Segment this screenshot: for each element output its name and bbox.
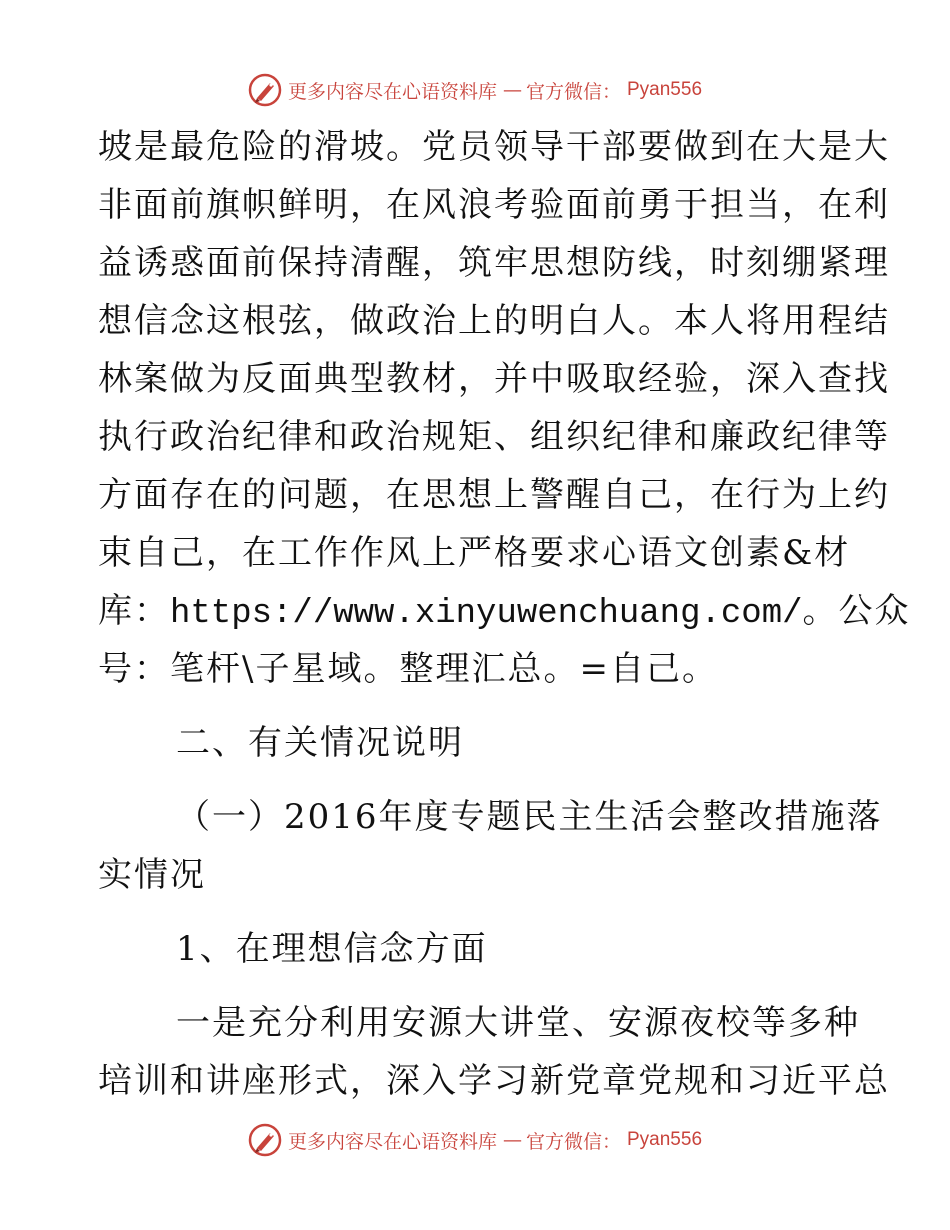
header-banner-text: 更多内容尽在心语资料库 [287, 80, 497, 103]
body-line: 方面存在的问题，在思想上警醒自己，在行为上约 [98, 475, 890, 515]
body-line: 培训和讲座形式，深入学习新党章党规和习近平总 [98, 1061, 890, 1101]
header-banner [0, 70, 950, 110]
header-separator: — [502, 79, 520, 101]
footer-wechat-id: Pyan556 [627, 1129, 703, 1150]
website-url: https://www.xinyuwenchuang.com/ [170, 595, 803, 633]
body-line: 林案做为反面典型教材，并中吸取经验，深入查找 [98, 359, 890, 399]
body-line: 号：笔杆\子星域。整理汇总。=自己。 [98, 649, 718, 689]
body-line: 束自己，在工作作风上严格要求心语文创素&材 [98, 533, 851, 573]
url-prefix: 库： [98, 591, 170, 631]
header-wechat-label: 官方微信： [525, 80, 621, 103]
body-line: 想信念这根弦，做政治上的明白人。本人将用程结 [98, 301, 890, 341]
body-line-url [98, 582, 911, 640]
footer-banner-text: 更多内容尽在心语资料库 [287, 1130, 497, 1153]
body-line: 益诱惑面前保持清醒，筑牢思想防线，时刻绷紧理 [98, 243, 890, 283]
footer-separator: — [502, 1129, 520, 1151]
footer-banner [0, 1120, 950, 1160]
body-line: 坡是最危险的滑坡。党员领导干部要做到在大是大 [98, 127, 890, 167]
body-line: 一是充分利用安源大讲堂、安源夜校等多种 [176, 1003, 860, 1043]
footer-wechat-label: 官方微信： [525, 1130, 621, 1153]
body-line: 非面前旗帜鲜明，在风浪考验面前勇于担当，在利 [98, 185, 890, 225]
item-heading: 1、在理想信念方面 [176, 929, 488, 969]
header-wechat-id: Pyan556 [627, 79, 703, 100]
section-heading: 二、有关情况说明 [176, 723, 464, 763]
pen-nib-logo-icon [248, 1123, 282, 1157]
document-body [98, 118, 911, 1110]
url-suffix: 。公众 [802, 591, 911, 631]
subsection-heading: （一）2016年度专题民主生活会整改措施落 [176, 797, 883, 837]
pen-nib-logo-icon [248, 73, 282, 107]
subsection-heading-cont: 实情况 [98, 855, 206, 895]
body-line: 执行政治纪律和政治规矩、组织纪律和廉政纪律等 [98, 417, 890, 457]
